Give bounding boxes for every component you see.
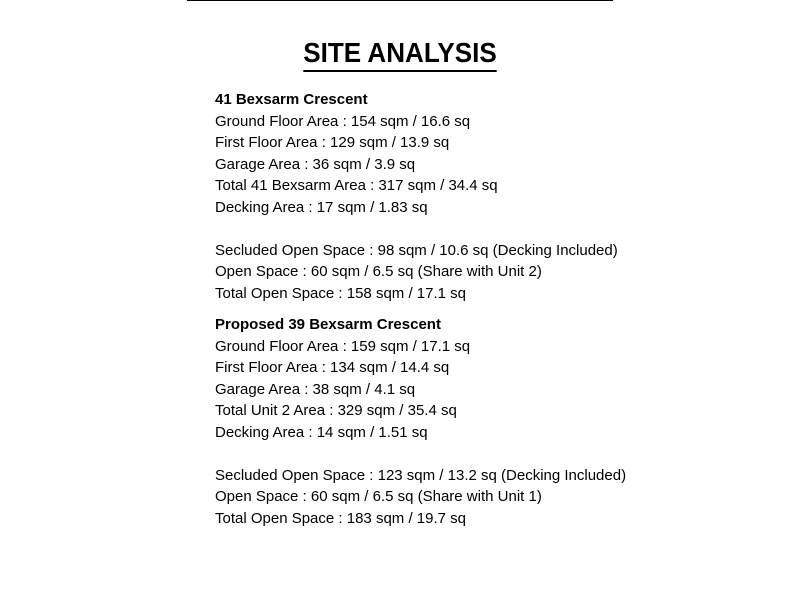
blank-line — [215, 218, 775, 240]
area-line: Total 41 Bexsarm Area : 317 sqm / 34.4 sq — [215, 177, 498, 194]
section-heading: 41 Bexsarm Crescent — [215, 91, 368, 108]
page-title: SITE ANALYSIS — [303, 36, 496, 72]
area-line: Decking Area : 17 sqm / 1.83 sq — [215, 198, 428, 216]
open-space-line: Open Space : 60 sqm / 6.5 sq (Share with Unit 1) — [215, 488, 542, 505]
area-line: Garage Area : 36 sqm / 3.9 sq — [215, 155, 416, 173]
page-title-container — [0, 36, 800, 72]
area-line: First Floor Area : 134 sqm / 14.4 sq — [215, 359, 450, 376]
open-space-line: Open Space : 60 sqm / 6.5 sq (Share with Unit 2) — [215, 263, 542, 280]
area-line: Garage Area : 38 sqm / 4.1 sq — [215, 380, 416, 398]
section-41-bexsarm — [215, 89, 775, 304]
area-line: Ground Floor Area : 154 sqm / 16.6 sq — [215, 112, 471, 130]
open-space-line: Total Open Space : 158 sqm / 17.1 sq — [215, 284, 466, 302]
document-body — [215, 89, 775, 529]
open-space-line: Total Open Space : 183 sqm / 19.7 sq — [215, 509, 466, 527]
open-space-line: Secluded Open Space : 98 sqm / 10.6 sq (Decking Included) — [215, 241, 618, 259]
top-divider — [187, 0, 613, 1]
section-heading: Proposed 39 Bexsarm Crescent — [215, 316, 441, 333]
blank-line — [215, 443, 775, 465]
section-proposed-39-bexsarm — [215, 314, 775, 529]
open-space-line: Secluded Open Space : 123 sqm / 13.2 sq (Decking Included) — [215, 466, 627, 484]
area-line: Ground Floor Area : 159 sqm / 17.1 sq — [215, 337, 471, 355]
area-line: Decking Area : 14 sqm / 1.51 sq — [215, 423, 428, 441]
area-line: Total Unit 2 Area : 329 sqm / 35.4 sq — [215, 402, 457, 419]
area-line: First Floor Area : 129 sqm / 13.9 sq — [215, 134, 450, 151]
